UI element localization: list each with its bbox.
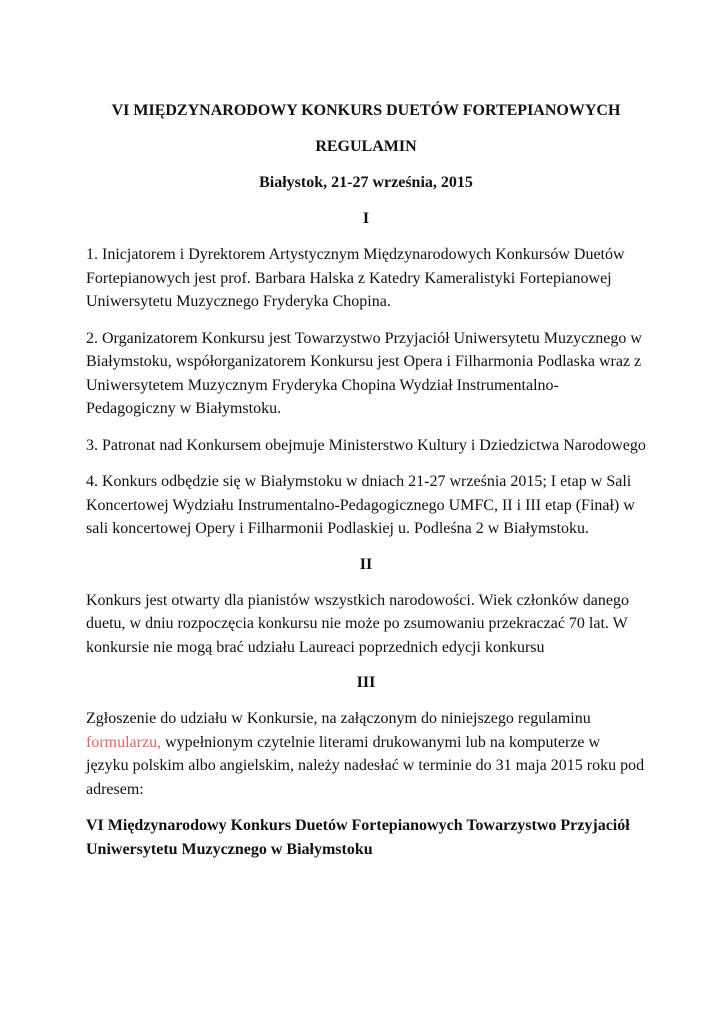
paragraph-text-after-link: wypełnionym czytelnie literami drukowanymi lub na komputerze w języku polskim albo angielskim, należy nadesłać w terminie do 31 maja 2015 roku pod adresem: <box>86 733 645 798</box>
section-number-1: I <box>362 210 370 227</box>
mailing-address: VI Międzynarodowy Konkurs Duetów Fortepianowych Towarzystwo Przyjaciół Uniwersytetu Muzycznego w Białymstoku <box>86 817 630 858</box>
paragraph-3 <box>86 434 646 458</box>
paragraph-2 <box>86 327 646 421</box>
section-number-2: II <box>359 555 373 573</box>
section-number-3: III <box>356 674 376 691</box>
document-title: VI MIĘDZYNARODOWY KONKURS DUETÓW FORTEPIANOWYCH <box>111 102 621 119</box>
paragraph-text: 2. Organizatorem Konkursu jest Towarzystwo Przyjaciół Uniwersytetu Muzycznego w Białymstoku, współorganizatorem Konkursu jest Opera i Filharmonia Podlaska wraz z Uniwersytetem Muzycznym Fryderyka Chopina Wydział Instrumentalno-Pedagogiczny w Białymstoku. <box>86 329 642 417</box>
paragraph-text: 4. Konkurs odbędzie się w Białymstoku w dniach 21-27 września 2015; I etap w Sali Koncertowej Wydziału Instrumentalno-Pedagogicznego UMFC, II i III etap (Finał) w sali koncertowej Opery i Filharmonii Podlaskiej u. Podleśna 2 w Białymstoku. <box>86 473 635 537</box>
paragraph-text-before-link: Zgłoszenie do udziału w Konkursie, na załączonym do niniejszego regulaminu <box>86 710 591 727</box>
paragraph-text <box>86 707 646 801</box>
paragraph-4 <box>86 470 646 541</box>
paragraph-text: 3. Patronat nad Konkursem obejmuje Ministerstwo Kultury i Dziedzictwa Narodowego <box>86 436 646 454</box>
paragraph-text: Konkurs jest otwarty dla pianistów wszystkich narodowości. Wiek członków danego duetu, w dniu rozpoczęcia konkursu nie może po zsumowaniu przekraczać 70 lat. W konkursie nie mogą brać udziału Laureaci poprzednich edycji konkursu <box>86 591 629 656</box>
paragraph-application <box>86 707 646 801</box>
paragraph-1 <box>86 243 646 314</box>
paragraph-text: 1. Inicjatorem i Dyrektorem Artystycznym Międzynarodowych Konkursów Duetów Fortepianowych jest prof. Barbara Halska z Katedry Kameralistyki Fortepianowej Uniwersytetu Muzycznego Fryderyka Chopina. <box>86 246 625 310</box>
place-and-date: Białystok, 21-27 września, 2015 <box>259 174 473 191</box>
paragraph-eligibility <box>86 589 646 660</box>
document-subtitle: REGULAMIN <box>315 138 417 155</box>
document-content <box>86 100 646 861</box>
form-link[interactable]: formularzu, <box>86 733 162 751</box>
